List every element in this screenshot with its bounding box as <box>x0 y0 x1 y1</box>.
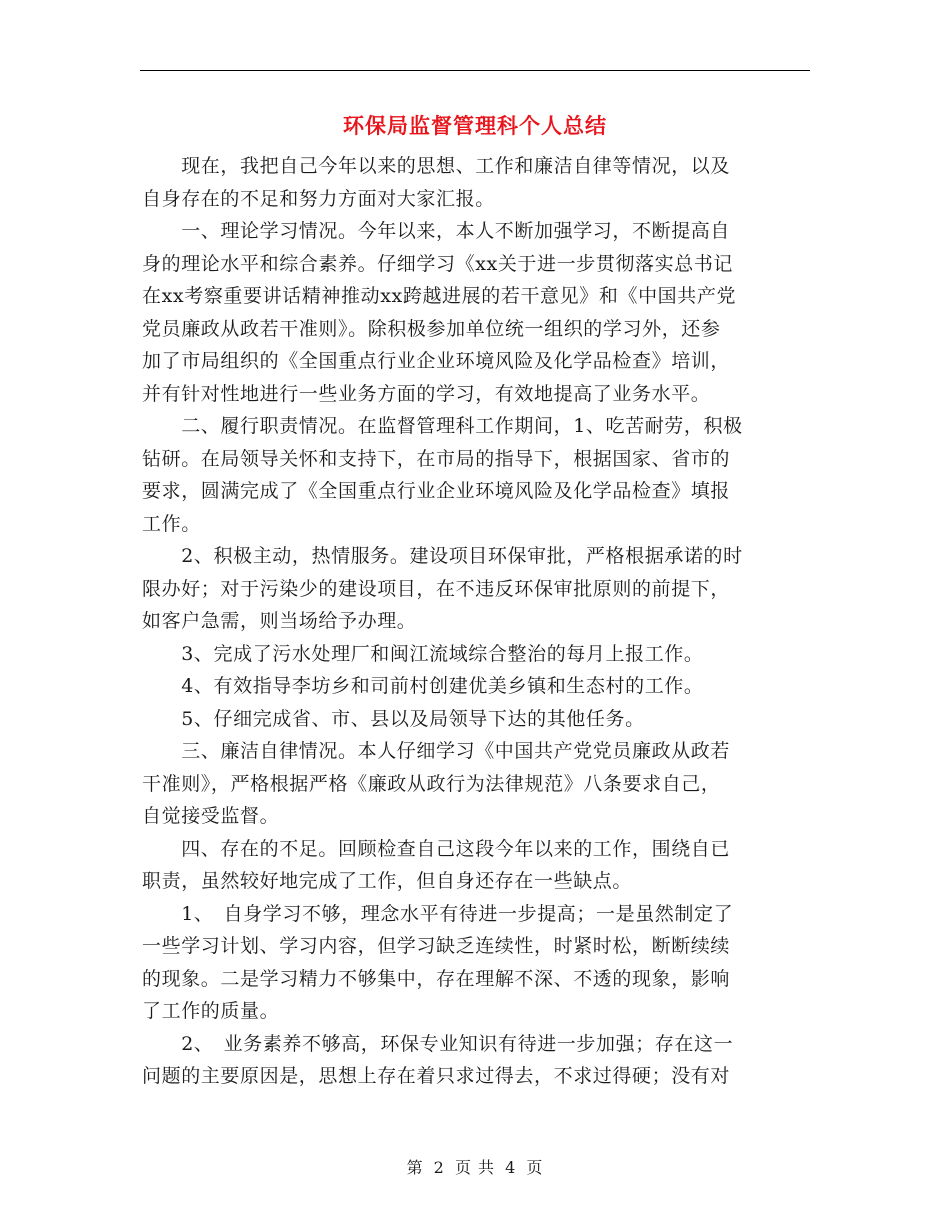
document-body <box>142 150 800 1093</box>
paragraph-shortcoming-1: 1、 自身学习不够，理念水平有待进一步提高；一是虽然制定了 一些学习计划、学习内容，但学习缺乏连续性，时紧时松，断断续续 的现象。二是学习精力不够集中，存在理解不深、不透的现象，影响 了工作的质量。 <box>142 902 734 1022</box>
paragraph-shortcoming-2: 2、 业务素养不够高，环保专业知识有待进一步加强；存在这一 问题的主要原因是，思想上存在着只求过得去，不求过得硬；没有对 <box>142 1032 734 1087</box>
paragraph-shortcomings: 四、存在的不足。回顾检查自己这段今年以来的工作，围绕自已 职责，虽然较好地完成了工作，但自身还存在一些缺点。 <box>142 837 731 892</box>
paragraph-duty-item-3: 3、完成了污水处理厂和闽江流域综合整治的每月上报工作。 <box>142 642 704 665</box>
paragraph-duties: 二、履行职责情况。在监督管理科工作期间，1、吃苦耐劳，积极 钻研。在局领导关怀和支持下，在市局的指导下，根据国家、省市的 要求，圆满完成了《全国重点行业企业环境风险及化学品检查》填报 工作。 <box>142 415 743 535</box>
footer-total-pages: 4 <box>505 1158 517 1177</box>
footer-prefix: 第 <box>406 1158 424 1177</box>
paragraph-theory-study: 一、理论学习情况。今年以来，本人不断加强学习，不断提高自 身的理论水平和综合素养。仔细学习《xx关于进一步贯彻落实总书记 在xx考察重要讲话精神推动xx跨越进展的若干意见》和《中国共产党 党员廉政从政若干准则》。除积极参加单位统一组织的学习外，还参 加了市局组织的《全国重点行业企业环境风险及化学品检查》培训， 并有针对性地进行一些业务方面的学习，有效地提高了业务水平。 <box>142 220 737 405</box>
paragraph-integrity: 三、廉洁自律情况。本人仔细学习《中国共产党党员廉政从政若 干准则》，严格根据严格《廉政从政行为法律规范》八条要求自己， 自觉接受监督。 <box>142 740 731 827</box>
footer-middle: 页 共 <box>454 1158 496 1177</box>
paragraph-duty-item-5: 5、仔细完成省、市、县以及局领导下达的其他任务。 <box>142 707 645 730</box>
paragraph-duty-item-4: 4、有效指导李坊乡和司前村创建优美乡镇和生态村的工作。 <box>142 675 704 697</box>
paragraph-duty-item-2: 2、积极主动，热情服务。建设项目环保审批，严格根据承诺的时 限办好；对于污染少的建设项目，在不违反环保审批原则的前提下， 如客户急需，则当场给予办理。 <box>142 545 743 632</box>
document-title: 环保局监督管理科个人总结 <box>343 113 607 138</box>
header-rule <box>140 70 810 71</box>
footer-suffix: 页 <box>526 1158 544 1177</box>
page-footer <box>0 1155 950 1178</box>
footer-page-number: 2 <box>433 1158 445 1177</box>
paragraph-intro: 现在，我把自己今年以来的思想、工作和廉洁自律等情况，以及 自身存在的不足和努力方面对大家汇报。 <box>142 155 731 210</box>
